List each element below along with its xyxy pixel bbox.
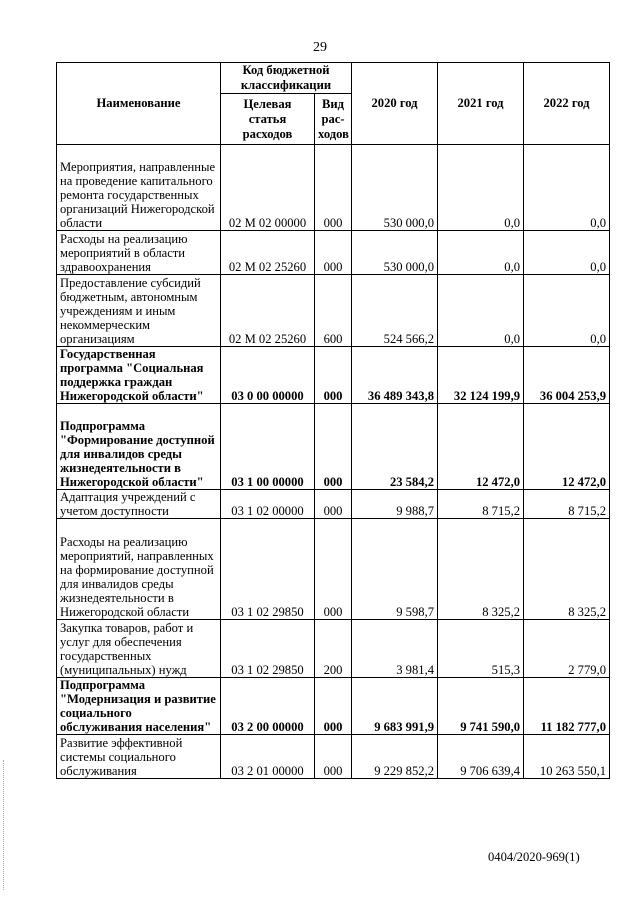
- row-name: Адаптация учреждений с учетом доступности: [57, 490, 221, 519]
- row-value-2021: 515,3: [438, 620, 524, 678]
- row-expense-type: 200: [315, 620, 352, 678]
- row-value-2020: 3 981,4: [352, 620, 438, 678]
- row-value-2022: 11 182 777,0: [524, 678, 610, 735]
- table-row: [57, 519, 610, 620]
- row-expense-type: 000: [315, 231, 352, 275]
- row-expense-type: 000: [315, 145, 352, 231]
- row-target-article: 03 2 00 00000: [221, 678, 315, 735]
- row-value-2020: 9 683 991,9: [352, 678, 438, 735]
- header-2020: 2020 год: [352, 63, 438, 145]
- row-name: Предоставление субсидий бюджетным, автономным учреждениям и иным некоммерческим организациям: [57, 275, 221, 347]
- row-value-2021: 0,0: [438, 275, 524, 347]
- budget-table: [56, 62, 610, 779]
- document-code: 0404/2020-969(1): [488, 850, 580, 864]
- row-target-article: 03 1 02 29850: [221, 620, 315, 678]
- table-row: [57, 678, 610, 735]
- row-value-2022: 0,0: [524, 145, 610, 231]
- header-name: Наименование: [57, 63, 221, 145]
- row-value-2021: 0,0: [438, 231, 524, 275]
- row-name: Подпрограмма "Формирование доступной для инвалидов среды жизнедеятельности в Нижегородской области": [57, 404, 221, 490]
- table-row: [57, 490, 610, 519]
- table-row: [57, 404, 610, 490]
- row-expense-type: 000: [315, 404, 352, 490]
- row-value-2022: 8 325,2: [524, 519, 610, 620]
- row-name: Подпрограмма "Модернизация и развитие социального обслуживания населения": [57, 678, 221, 735]
- row-value-2020: 9 229 852,2: [352, 735, 438, 779]
- row-value-2021: 8 715,2: [438, 490, 524, 519]
- header-expense-type: Вид рас-ходов: [315, 94, 352, 145]
- row-expense-type: 000: [315, 347, 352, 404]
- row-value-2022: 0,0: [524, 275, 610, 347]
- table-row: [57, 347, 610, 404]
- row-target-article: 03 1 00 00000: [221, 404, 315, 490]
- page-number: 29: [313, 40, 327, 55]
- row-value-2020: 9 598,7: [352, 519, 438, 620]
- row-value-2021: 12 472,0: [438, 404, 524, 490]
- row-target-article: 02 М 02 25260: [221, 231, 315, 275]
- header-classification: Код бюджетной классификации: [221, 63, 352, 94]
- table-row: [57, 145, 610, 231]
- row-value-2021: 0,0: [438, 145, 524, 231]
- row-value-2021: 32 124 199,9: [438, 347, 524, 404]
- row-value-2022: 10 263 550,1: [524, 735, 610, 779]
- row-value-2022: 0,0: [524, 231, 610, 275]
- row-value-2020: 36 489 343,8: [352, 347, 438, 404]
- row-value-2022: 36 004 253,9: [524, 347, 610, 404]
- header-2021: 2021 год: [438, 63, 524, 145]
- row-expense-type: 000: [315, 490, 352, 519]
- row-value-2021: 9 706 639,4: [438, 735, 524, 779]
- row-name: Расходы на реализацию мероприятий, направленных на формирование доступной для инвалидов среды жизнедеятельности в Нижегородской области: [57, 519, 221, 620]
- row-value-2020: 524 566,2: [352, 275, 438, 347]
- margin-marks: [3, 760, 6, 890]
- row-value-2022: 12 472,0: [524, 404, 610, 490]
- row-name: Закупка товаров, работ и услуг для обеспечения государственных (муниципальных) нужд: [57, 620, 221, 678]
- row-target-article: 03 2 01 00000: [221, 735, 315, 779]
- row-expense-type: 000: [315, 678, 352, 735]
- row-name: Государственная программа "Социальная поддержка граждан Нижегородской области": [57, 347, 221, 404]
- row-value-2022: 8 715,2: [524, 490, 610, 519]
- table-row: [57, 620, 610, 678]
- row-value-2020: 530 000,0: [352, 145, 438, 231]
- row-expense-type: 000: [315, 519, 352, 620]
- row-value-2020: 530 000,0: [352, 231, 438, 275]
- row-value-2021: 8 325,2: [438, 519, 524, 620]
- row-expense-type: 000: [315, 735, 352, 779]
- header-2022: 2022 год: [524, 63, 610, 145]
- header-target-article: Целевая статья расходов: [221, 94, 315, 145]
- row-target-article: 02 М 02 25260: [221, 275, 315, 347]
- row-name: Мероприятия, направленные на проведение капитального ремонта государственных организаций Нижегородской области: [57, 145, 221, 231]
- row-target-article: 03 1 02 29850: [221, 519, 315, 620]
- row-target-article: 03 1 02 00000: [221, 490, 315, 519]
- row-value-2022: 2 779,0: [524, 620, 610, 678]
- row-value-2021: 9 741 590,0: [438, 678, 524, 735]
- row-expense-type: 600: [315, 275, 352, 347]
- row-target-article: 03 0 00 00000: [221, 347, 315, 404]
- row-value-2020: 23 584,2: [352, 404, 438, 490]
- table-row: [57, 275, 610, 347]
- table-row: [57, 231, 610, 275]
- row-name: Расходы на реализацию мероприятий в области здравоохранения: [57, 231, 221, 275]
- table-row: [57, 735, 610, 779]
- row-name: Развитие эффективной системы социального обслуживания: [57, 735, 221, 779]
- row-value-2020: 9 988,7: [352, 490, 438, 519]
- row-target-article: 02 М 02 00000: [221, 145, 315, 231]
